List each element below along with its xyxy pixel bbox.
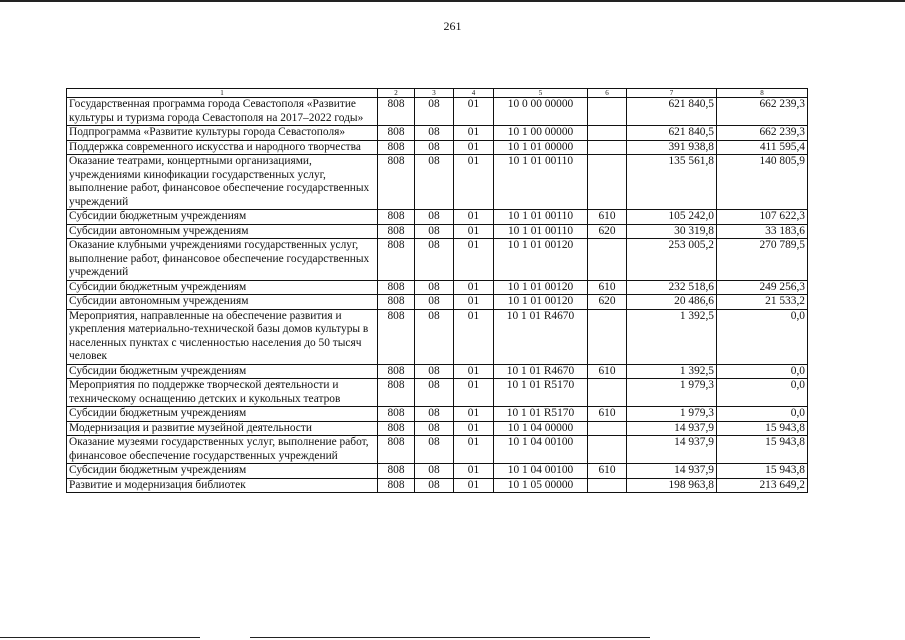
subsection-code: 01 (454, 407, 494, 422)
ministry-code: 808 (378, 126, 415, 141)
column-number: 2 (378, 89, 415, 98)
target-article-code: 10 1 01 00110 (494, 224, 588, 239)
section-code: 08 (415, 140, 454, 155)
expense-type-code: 610 (588, 464, 627, 479)
table-row (67, 478, 808, 493)
row-name: Субсидии бюджетным учреждениям (67, 364, 378, 379)
amount-column-8: 662 239,3 (717, 98, 808, 126)
table-row (67, 239, 808, 281)
ministry-code: 808 (378, 364, 415, 379)
amount-column-8: 15 943,8 (717, 421, 808, 436)
page-number: 261 (443, 19, 462, 33)
row-name: Развитие и модернизация библиотек (67, 478, 378, 493)
expense-type-code (588, 140, 627, 155)
section-code: 08 (415, 210, 454, 225)
subsection-code: 01 (454, 239, 494, 281)
amount-column-7: 135 561,8 (627, 155, 717, 210)
subsection-code: 01 (454, 224, 494, 239)
amount-column-8: 0,0 (717, 379, 808, 407)
row-name: Оказание музеями государственных услуг, выполнение работ, финансовое обеспечение государственных учреждений (67, 436, 378, 464)
row-name: Государственная программа города Севастополя «Развитие культуры и туризма города Севастополя на 2017–2022 годы» (67, 98, 378, 126)
table-row (67, 155, 808, 210)
table-row (67, 224, 808, 239)
ministry-code: 808 (378, 379, 415, 407)
row-name: Оказание клубными учреждениями государственных услуг, выполнение работ, финансовое обеспечение государственных учреждений (67, 239, 378, 281)
column-number: 7 (627, 89, 717, 98)
target-article-code: 10 1 01 00120 (494, 239, 588, 281)
target-article-code: 10 1 01 00110 (494, 210, 588, 225)
ministry-code: 808 (378, 155, 415, 210)
column-number: 4 (454, 89, 494, 98)
section-code: 08 (415, 98, 454, 126)
table-row (67, 464, 808, 479)
subsection-code: 01 (454, 155, 494, 210)
section-code: 08 (415, 126, 454, 141)
subsection-code: 01 (454, 364, 494, 379)
amount-column-8: 0,0 (717, 364, 808, 379)
table-row (67, 364, 808, 379)
table-row (67, 280, 808, 295)
subsection-code: 01 (454, 436, 494, 464)
amount-column-7: 14 937,9 (627, 464, 717, 479)
amount-column-8: 15 943,8 (717, 464, 808, 479)
subsection-code: 01 (454, 309, 494, 364)
amount-column-7: 1 979,3 (627, 379, 717, 407)
amount-column-7: 391 938,8 (627, 140, 717, 155)
amount-column-8: 140 805,9 (717, 155, 808, 210)
amount-column-7: 198 963,8 (627, 478, 717, 493)
row-name: Субсидии бюджетным учреждениям (67, 210, 378, 225)
scan-edge-top (0, 0, 905, 2)
subsection-code: 01 (454, 98, 494, 126)
expense-type-code (588, 98, 627, 126)
amount-column-7: 253 005,2 (627, 239, 717, 281)
subsection-code: 01 (454, 478, 494, 493)
ministry-code: 808 (378, 98, 415, 126)
section-code: 08 (415, 155, 454, 210)
amount-column-8: 411 595,4 (717, 140, 808, 155)
column-number: 1 (67, 89, 378, 98)
scan-edge-bottom-mid (250, 637, 650, 638)
column-number: 8 (717, 89, 808, 98)
amount-column-8: 21 533,2 (717, 295, 808, 310)
table-row (67, 407, 808, 422)
table-row (67, 98, 808, 126)
section-code: 08 (415, 436, 454, 464)
amount-column-7: 621 840,5 (627, 98, 717, 126)
subsection-code: 01 (454, 140, 494, 155)
scan-edge-bottom-left (0, 637, 200, 638)
amount-column-7: 621 840,5 (627, 126, 717, 141)
ministry-code: 808 (378, 478, 415, 493)
amount-column-7: 105 242,0 (627, 210, 717, 225)
expense-type-code (588, 309, 627, 364)
expense-type-code (588, 379, 627, 407)
ministry-code: 808 (378, 436, 415, 464)
section-code: 08 (415, 421, 454, 436)
section-code: 08 (415, 364, 454, 379)
ministry-code: 808 (378, 309, 415, 364)
table-row (67, 421, 808, 436)
ministry-code: 808 (378, 407, 415, 422)
table-body (67, 89, 808, 493)
section-code: 08 (415, 280, 454, 295)
amount-column-8: 33 183,6 (717, 224, 808, 239)
amount-column-8: 249 256,3 (717, 280, 808, 295)
target-article-code: 10 1 01 00120 (494, 295, 588, 310)
section-code: 08 (415, 478, 454, 493)
amount-column-7: 14 937,9 (627, 421, 717, 436)
row-name: Мероприятия по поддержке творческой деятельности и техническому оснащению детских и кукольных театров (67, 379, 378, 407)
target-article-code: 10 1 04 00100 (494, 436, 588, 464)
target-article-code: 10 1 01 R5170 (494, 407, 588, 422)
row-name: Подпрограмма «Развитие культуры города Севастополя» (67, 126, 378, 141)
amount-column-7: 232 518,6 (627, 280, 717, 295)
ministry-code: 808 (378, 224, 415, 239)
target-article-code: 10 1 01 00120 (494, 280, 588, 295)
subsection-code: 01 (454, 464, 494, 479)
row-name: Субсидии бюджетным учреждениям (67, 464, 378, 479)
amount-column-7: 1 392,5 (627, 309, 717, 364)
expense-type-code: 620 (588, 295, 627, 310)
row-name: Субсидии автономным учреждениям (67, 295, 378, 310)
row-name: Мероприятия, направленные на обеспечение развития и укрепления материально-технической базы домов культуры в населенных пунктах с численностью населения до 50 тысяч человек (67, 309, 378, 364)
expense-type-code (588, 478, 627, 493)
ministry-code: 808 (378, 210, 415, 225)
amount-column-7: 14 937,9 (627, 436, 717, 464)
amount-column-8: 270 789,5 (717, 239, 808, 281)
ministry-code: 808 (378, 140, 415, 155)
amount-column-8: 662 239,3 (717, 126, 808, 141)
section-code: 08 (415, 224, 454, 239)
row-name: Поддержка современного искусства и народного творчества (67, 140, 378, 155)
expense-type-code (588, 436, 627, 464)
target-article-code: 10 1 01 R4670 (494, 364, 588, 379)
row-name: Оказание театрами, концертными организациями, учреждениями кинофикации государственных услуг, выполнение работ, финансовое обеспечение государственных учреждений (67, 155, 378, 210)
amount-column-7: 1 392,5 (627, 364, 717, 379)
table-row (67, 295, 808, 310)
subsection-code: 01 (454, 295, 494, 310)
subsection-code: 01 (454, 421, 494, 436)
row-name: Модернизация и развитие музейной деятельности (67, 421, 378, 436)
table-row (67, 309, 808, 364)
target-article-code: 10 1 05 00000 (494, 478, 588, 493)
amount-column-7: 20 486,6 (627, 295, 717, 310)
column-number-row (67, 89, 808, 98)
ministry-code: 808 (378, 421, 415, 436)
expense-type-code: 610 (588, 407, 627, 422)
expense-type-code (588, 155, 627, 210)
table-row (67, 436, 808, 464)
section-code: 08 (415, 464, 454, 479)
amount-column-8: 107 622,3 (717, 210, 808, 225)
ministry-code: 808 (378, 295, 415, 310)
target-article-code: 10 1 01 R5170 (494, 379, 588, 407)
table-row (67, 379, 808, 407)
amount-column-7: 1 979,3 (627, 407, 717, 422)
column-number: 3 (415, 89, 454, 98)
amount-column-8: 0,0 (717, 407, 808, 422)
expense-type-code: 610 (588, 280, 627, 295)
amount-column-8: 0,0 (717, 309, 808, 364)
target-article-code: 10 1 00 00000 (494, 126, 588, 141)
amount-column-7: 30 319,8 (627, 224, 717, 239)
expense-type-code (588, 126, 627, 141)
row-name: Субсидии бюджетным учреждениям (67, 280, 378, 295)
column-number: 6 (588, 89, 627, 98)
target-article-code: 10 1 01 00110 (494, 155, 588, 210)
ministry-code: 808 (378, 239, 415, 281)
section-code: 08 (415, 309, 454, 364)
expense-type-code: 620 (588, 224, 627, 239)
subsection-code: 01 (454, 210, 494, 225)
expense-type-code: 610 (588, 210, 627, 225)
section-code: 08 (415, 407, 454, 422)
subsection-code: 01 (454, 280, 494, 295)
target-article-code: 10 1 01 R4670 (494, 309, 588, 364)
subsection-code: 01 (454, 126, 494, 141)
target-article-code: 10 1 04 00000 (494, 421, 588, 436)
section-code: 08 (415, 239, 454, 281)
column-number: 5 (494, 89, 588, 98)
ministry-code: 808 (378, 464, 415, 479)
target-article-code: 10 1 04 00100 (494, 464, 588, 479)
budget-table (66, 88, 808, 493)
target-article-code: 10 1 01 00000 (494, 140, 588, 155)
expense-type-code: 610 (588, 364, 627, 379)
table-row (67, 126, 808, 141)
row-name: Субсидии бюджетным учреждениям (67, 407, 378, 422)
table-row (67, 140, 808, 155)
ministry-code: 808 (378, 280, 415, 295)
expense-type-code (588, 239, 627, 281)
amount-column-8: 15 943,8 (717, 436, 808, 464)
target-article-code: 10 0 00 00000 (494, 98, 588, 126)
section-code: 08 (415, 379, 454, 407)
amount-column-8: 213 649,2 (717, 478, 808, 493)
section-code: 08 (415, 295, 454, 310)
table-row (67, 210, 808, 225)
row-name: Субсидии автономным учреждениям (67, 224, 378, 239)
subsection-code: 01 (454, 379, 494, 407)
expense-type-code (588, 421, 627, 436)
